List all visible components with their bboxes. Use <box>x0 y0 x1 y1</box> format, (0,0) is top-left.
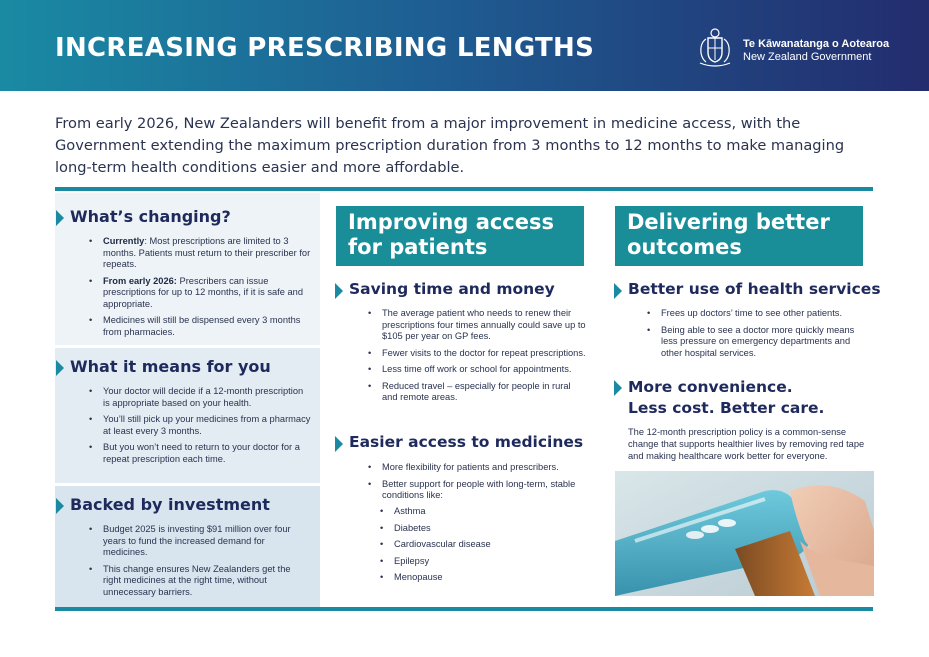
list-item: • Reduced travel – especially for people in rural and remote areas. <box>368 381 588 404</box>
triangle-marker-icon <box>335 283 343 299</box>
list-item: • But you won’t need to return to your doctor for a repeat prescription each time. <box>89 442 311 465</box>
triangle-marker-icon <box>56 210 64 226</box>
list-item: • Better support for people with long-term, stable conditions like: <box>368 479 588 502</box>
condition-menopause: • Menopause <box>380 572 580 584</box>
condition-cardiovascular: • Cardiovascular disease <box>380 539 580 551</box>
condition-epilepsy: • Epilepsy <box>380 556 580 568</box>
convenience-heading: More convenience. Less cost. Better care. <box>628 377 824 419</box>
triangle-marker-icon <box>56 360 64 376</box>
page-title: INCREASING PRESCRIBING LENGTHS <box>55 33 595 63</box>
gov-name-maori: Te Kāwanatanga o Aotearoa <box>743 38 890 50</box>
triangle-marker-icon <box>614 283 622 299</box>
what-it-means-heading: What it means for you <box>70 357 271 376</box>
list-item: • Less time off work or school for appointments. <box>368 364 588 376</box>
list-item: • Frees up doctors’ time to see other patients. <box>647 308 867 320</box>
list-item: • Your doctor will decide if a 12-month prescription is appropriate based on your health. <box>89 386 311 409</box>
list-item: • You’ll still pick up your medicines from a pharmacy at least every 3 months. <box>89 414 311 437</box>
intro-paragraph: From early 2026, New Zealanders will benefit from a major improvement in medicine access, with the Government extending the maximum prescription duration from 3 months to 12 months to make managing long-term health conditions easier and more affordable. <box>55 115 845 176</box>
bottom-divider <box>55 607 873 611</box>
what-it-means-list <box>89 386 311 470</box>
easier-access-list <box>368 462 588 507</box>
triangle-marker-icon <box>614 380 622 396</box>
investment-heading: Backed by investment <box>70 495 270 514</box>
nz-coat-of-arms-icon <box>694 27 736 67</box>
header-banner <box>0 0 929 91</box>
list-item: • From early 2026: Prescribers can issue prescriptions for up to 12 months, if it is safe and appropriate. <box>89 276 311 311</box>
list-item: • Medicines will still be dispensed every 3 months from pharmacies. <box>89 315 311 338</box>
health-services-heading: Better use of health services <box>628 280 881 298</box>
top-divider <box>55 187 873 191</box>
triangle-marker-icon <box>335 436 343 452</box>
condition-diabetes: • Diabetes <box>380 523 580 535</box>
list-item: • This change ensures New Zealanders get the right medicines at the right time, without unnecessary barriers. <box>89 564 311 599</box>
gov-name-english: New Zealand Government <box>743 51 872 63</box>
easier-access-heading: Easier access to medicines <box>349 433 583 451</box>
conditions-list <box>380 506 580 589</box>
convenience-text: The 12-month prescription policy is a common-sense change that supports healthier lives by removing red tape and making healthcare work better for everyone. <box>628 427 865 461</box>
saving-time-list <box>368 308 588 409</box>
list-item: • Budget 2025 is investing $91 million over four years to fund the increased demand for medicines. <box>89 524 311 559</box>
saving-time-heading: Saving time and money <box>349 280 555 298</box>
health-services-list <box>647 308 867 364</box>
investment-list <box>89 524 311 603</box>
pill-bottle-photo <box>615 471 874 596</box>
list-item: • Currently: Most prescriptions are limited to 3 months. Patients must return to their prescriber for repeats. <box>89 236 311 271</box>
list-item: • Fewer visits to the doctor for repeat prescriptions. <box>368 348 588 360</box>
triangle-marker-icon <box>56 498 64 514</box>
improving-access-card: Improving access for patients <box>336 206 584 266</box>
condition-asthma: • Asthma <box>380 506 580 518</box>
whats-changing-heading: What’s changing? <box>70 207 231 226</box>
delivering-outcomes-card: Delivering better outcomes <box>615 206 863 266</box>
list-item: • Being able to see a doctor more quickly means less pressure on emergency departments and other hospital services. <box>647 325 867 360</box>
list-item: • The average patient who needs to renew their prescriptions four times annually could save up to $105 per year on GP fees. <box>368 308 588 343</box>
list-item: • More flexibility for patients and prescribers. <box>368 462 588 474</box>
whats-changing-list <box>89 236 311 343</box>
